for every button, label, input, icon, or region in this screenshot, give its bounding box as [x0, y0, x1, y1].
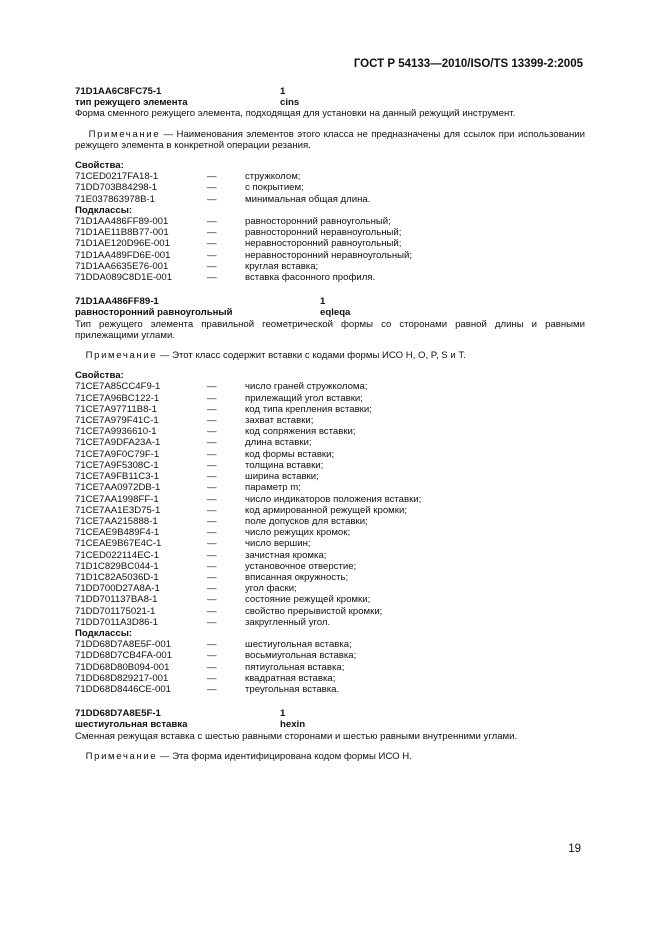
class-short-name: cins [280, 97, 300, 109]
class-name: шестиугольная вставка [75, 719, 188, 731]
list-item: 71CED0217FA18-1 — стружколом; [75, 171, 301, 183]
list-item: 71CE7A97711B8-1 — код типа крепления вставки; [75, 403, 372, 415]
class-note [75, 350, 585, 361]
class-section-eqleqa [75, 296, 585, 695]
list-item: 71D1C82A5036D-1 — вписанная окружность; [75, 571, 349, 583]
subclasses-list [75, 216, 585, 283]
list-item: 71D1AA489FD6E-001 — неравносторонний неравноугольный; [75, 249, 413, 261]
note-label: Примечание [85, 350, 158, 362]
class-definition: Форма сменного режущего элемента, подходящая для установки на данный режущий инструмент. [75, 108, 516, 120]
properties-title: Свойства: [75, 160, 124, 172]
class-name: тип режущего элемента [75, 97, 188, 109]
list-item: 71DD703B84298-1 — с покрытием; [75, 182, 304, 194]
class-short-name: eqleqa [320, 307, 351, 319]
list-item: 71CE7A85CC4F9-1 — число граней стружколома; [75, 381, 368, 393]
class-id-version: 1 [320, 296, 326, 308]
list-item: 71CE7A9936610-1 — код сопряжения вставки; [75, 426, 356, 438]
list-item: 71CE7A9F0C79F-1 — код формы вставки; [75, 448, 335, 460]
subclasses-list [75, 639, 585, 695]
list-item: 71CE7AA1E3D75-1 — код армированной режущей кромки; [75, 504, 407, 516]
list-item: 71DD68D7CB4FA-001 — восьмиугольная вставка; [75, 650, 357, 662]
list-item: 71DD68D80B094-001 — пятиугольная вставка; [75, 661, 345, 673]
list-item: 71E037863978B-1 — минимальная общая длина. [75, 193, 371, 205]
class-id-row [75, 296, 585, 307]
note-text: — Эта форма идентифицирована кодом формы ИСО H. [157, 750, 412, 762]
class-id-version: 1 [280, 86, 286, 97]
list-item: 71DD68D829217-001 — квадратная вставка; [75, 672, 336, 684]
list-item: 71CE7A9F5308C-1 — толщина вставки; [75, 459, 324, 471]
class-definition: Сменная режущая вставка с шестью равными сторонами и шестью равными внутренними углами. [75, 730, 518, 742]
class-note [75, 751, 585, 762]
list-item: 71CE7AA1998FF-1 — число индикаторов положения вставки; [75, 493, 422, 505]
list-item: 71DD700D27A8A-1 — угол фаски; [75, 583, 297, 595]
class-section-hexin [75, 708, 585, 762]
page-header: ГОСТ Р 54133—2010/ISO/TS 13399-2:2005 [353, 58, 583, 70]
list-item: 71CE7A9FB11C3-1 — ширина вставки; [75, 471, 319, 483]
list-item: 71D1AE120D96E-001 — неравносторонний равноугольный; [75, 238, 402, 250]
note-text: — Наименования элементов этого класса не предназначены для ссылок при использовании режущего элемента в конкретной операции резания. [75, 128, 585, 151]
list-item: 71D1AE11B8B77-001 — равносторонний неравноугольный; [75, 227, 402, 239]
properties-list [75, 171, 585, 205]
class-id-row [75, 708, 585, 719]
list-item: 71CED022114EC-1 — зачистная кромка; [75, 549, 327, 561]
list-item: 71CE7A96BC122-1 — прилежащий угол вставки; [75, 392, 363, 404]
class-name-row [75, 97, 585, 108]
class-id-code: 71DD68D7A8E5F-1 [75, 708, 161, 720]
class-id-version: 1 [280, 708, 286, 720]
list-item: 71D1C829BC044-1 — установочное отверстие; [75, 560, 357, 572]
list-item: 71CE7AA0972DB-1 — параметр m; [75, 482, 301, 494]
properties-title: Свойства: [75, 370, 124, 382]
page-number: 19 [568, 843, 581, 855]
list-item: 71CEAE9B489F4-1 — число режущих кромок; [75, 527, 351, 539]
properties-list [75, 381, 585, 627]
subclasses-title: Подклассы: [75, 627, 133, 639]
class-id-code: 71D1AA486FF89-1 [75, 296, 159, 308]
class-short-name: hexin [280, 719, 306, 731]
subclasses-title: Подклассы: [75, 204, 133, 216]
list-item: 71DD68D7A8E5F-001 — шестиугольная вставка; [75, 639, 352, 651]
note-label: Примечание [85, 750, 158, 762]
note-text: — Этот класс содержит вставки с кодами формы ИСО H, O, P, S и T. [157, 350, 466, 362]
note-label: Примечание [88, 128, 161, 140]
class-id-code: 71D1AA6C8FC75-1 [75, 86, 162, 97]
list-item: 71CE7AA215888-1 — поле допусков для вставки; [75, 515, 368, 527]
document-body [75, 86, 585, 762]
class-definition: Тип режущего элемента правильной геометрической формы со сторонами равной длины и равными прилежащими углами. [75, 318, 585, 341]
list-item: 71CE7A979F41C-1 — захват вставки; [75, 415, 314, 427]
class-name-row [75, 719, 585, 730]
class-note [75, 129, 585, 151]
list-item: 71D1AA6635E76-001 — круглая вставка; [75, 260, 319, 272]
class-section-cins [75, 86, 585, 283]
class-id-row [75, 86, 585, 97]
list-item: 71DD701175021-1 — свойство прерывистой кромки; [75, 605, 383, 617]
list-item: 71DDA089C8D1E-001 — вставка фасонного профиля. [75, 272, 376, 284]
list-item: 71DD7011A3D86-1 — закругленный угол. [75, 616, 331, 628]
list-item: 71CEAE9B67E4C-1 — число вершин; [75, 538, 311, 550]
list-item: 71CE7A9DFA23A-1 — длина вставки; [75, 437, 312, 449]
class-name: равносторонний равноугольный [75, 307, 233, 319]
list-item: 71DD68D8446CE-001 — треугольная вставка. [75, 683, 340, 695]
list-item: 71D1AA486FF89-001 — равносторонний равноугольный; [75, 216, 391, 228]
class-name-row [75, 307, 585, 318]
list-item: 71DD701137BA8-1 — состояние режущей кромки; [75, 594, 371, 606]
